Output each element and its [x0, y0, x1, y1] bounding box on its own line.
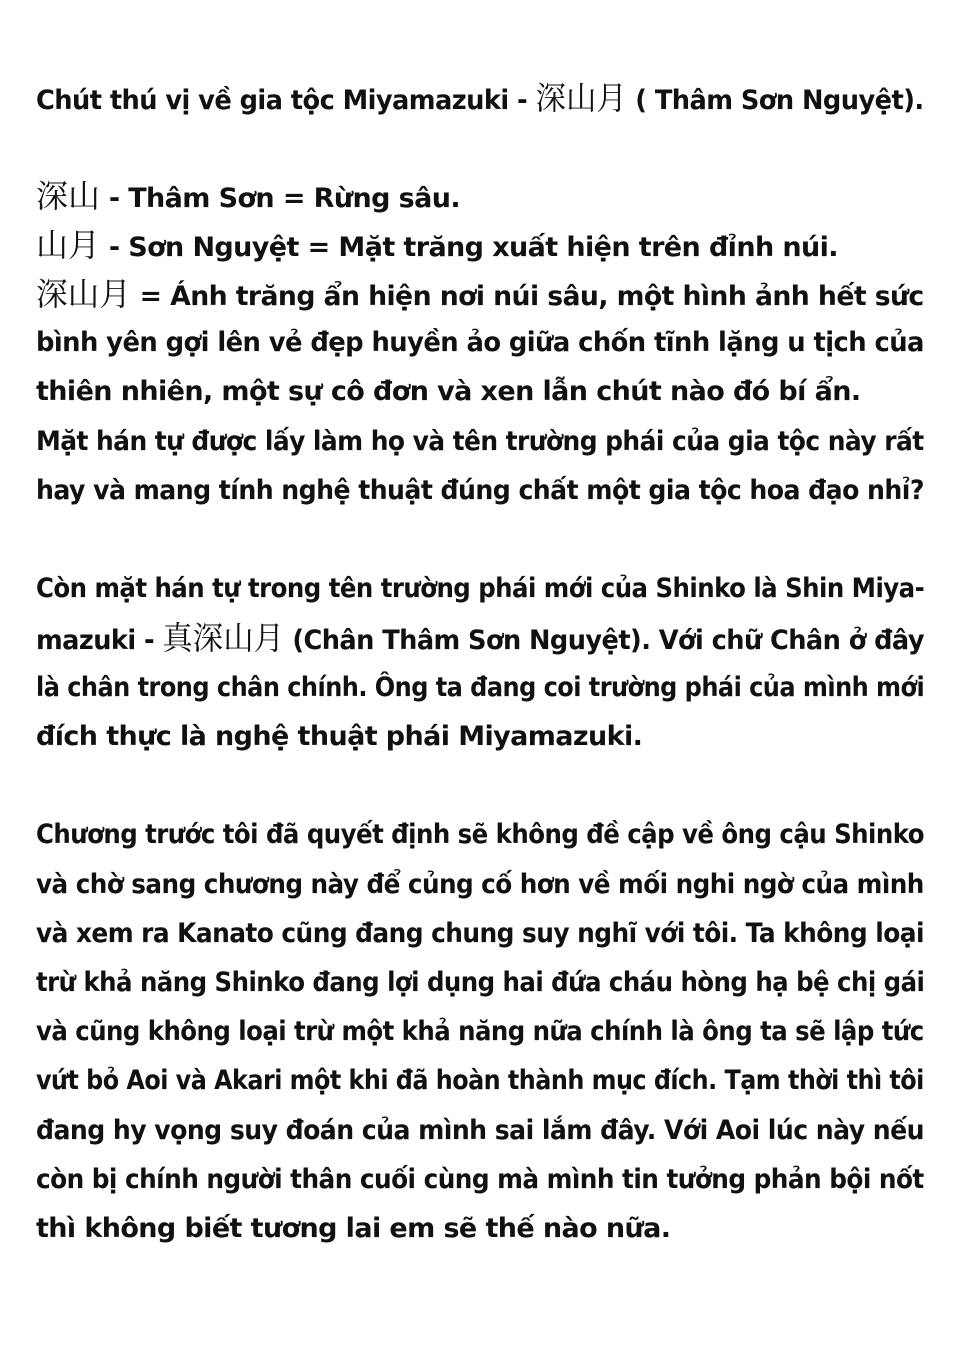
paragraph-line: thì không biết tương lai em sẽ thế nào nữa.: [36, 1213, 671, 1244]
definition-text: - Sơn Nguyệt = Mặt trăng xuất hiện trên đỉnh núi.: [100, 232, 838, 263]
definition-kanji: 山月: [36, 226, 101, 264]
paragraph-text: (Chân Thâm Sơn Nguyệt). Với chữ Chân ở đây: [283, 625, 924, 656]
paragraph-line: Mặt hán tự được lấy làm họ và tên trường phái của gia tộc này rất: [36, 426, 924, 457]
paragraph-line: còn bị chính người thân cuối cùng mà mình tin tưởng phản bội nốt: [36, 1164, 924, 1195]
paragraph-line: và chờ sang chương này để củng cố hơn về mối nghi ngờ của mình: [36, 869, 924, 900]
intro-kanji: 深山月: [535, 79, 627, 117]
paragraph-line: Còn mặt hán tự trong tên trường phái mới của Shinko là Shin Miya-: [36, 573, 925, 604]
paragraph-line: Chương trước tôi đã quyết định sẽ không đề cập về ông cậu Shinko: [36, 819, 925, 850]
definition-text: - Thâm Sơn = Rừng sâu.: [100, 183, 460, 214]
paragraph-line: bình yên gợi lên vẻ đẹp huyền ảo giữa chốn tĩnh lặng u tịch của: [36, 327, 924, 358]
paragraph-line: thiên nhiên, một sự cô đơn và xen lẫn chút nào đó bí ẩn.: [36, 376, 861, 407]
paragraph-line: và cũng không loại trừ một khả năng nữa chính là ông ta sẽ lập tức: [36, 1016, 924, 1047]
definition-line: [36, 276, 924, 315]
paragraph-line: là chân trong chân chính. Ông ta đang coi trường phái của mình mới: [36, 672, 925, 703]
definition-kanji: 深山: [36, 177, 101, 215]
definition-line: [36, 178, 460, 217]
paragraph-line: đang hy vọng suy đoán của mình sai lắm đây. Với Aoi lúc này nếu: [36, 1115, 925, 1146]
intro-text-start: Chút thú vị về gia tộc Miyamazuki -: [36, 85, 536, 116]
definition-kanji: 深山月: [36, 275, 131, 313]
definition-text: = Ánh trăng ẩn hiện nơi núi sâu, một hình ảnh hết sức: [130, 281, 924, 312]
school-kanji: 真深山月: [162, 619, 284, 657]
paragraph-line: và xem ra Kanato cũng đang chung suy nghĩ với tôi. Ta không loại: [36, 918, 924, 949]
intro-text-end: ( Thâm Sơn Nguyệt).: [626, 85, 924, 116]
paragraph-line: trừ khả năng Shinko đang lợi dụng hai đứa cháu hòng hạ bệ chị gái: [36, 967, 925, 998]
paragraph-line: [36, 620, 924, 659]
intro-line: [36, 80, 924, 119]
paragraph-line: đích thực là nghệ thuật phái Miyamazuki.: [36, 721, 643, 752]
paragraph-line: hay và mang tính nghệ thuật đúng chất một gia tộc hoa đạo nhỉ?: [36, 475, 924, 506]
paragraph-text: mazuki -: [36, 625, 163, 656]
definition-line: [36, 227, 838, 266]
paragraph-line: vứt bỏ Aoi và Akari một khi đã hoàn thành mục đích. Tạm thời thì tôi: [36, 1065, 924, 1096]
